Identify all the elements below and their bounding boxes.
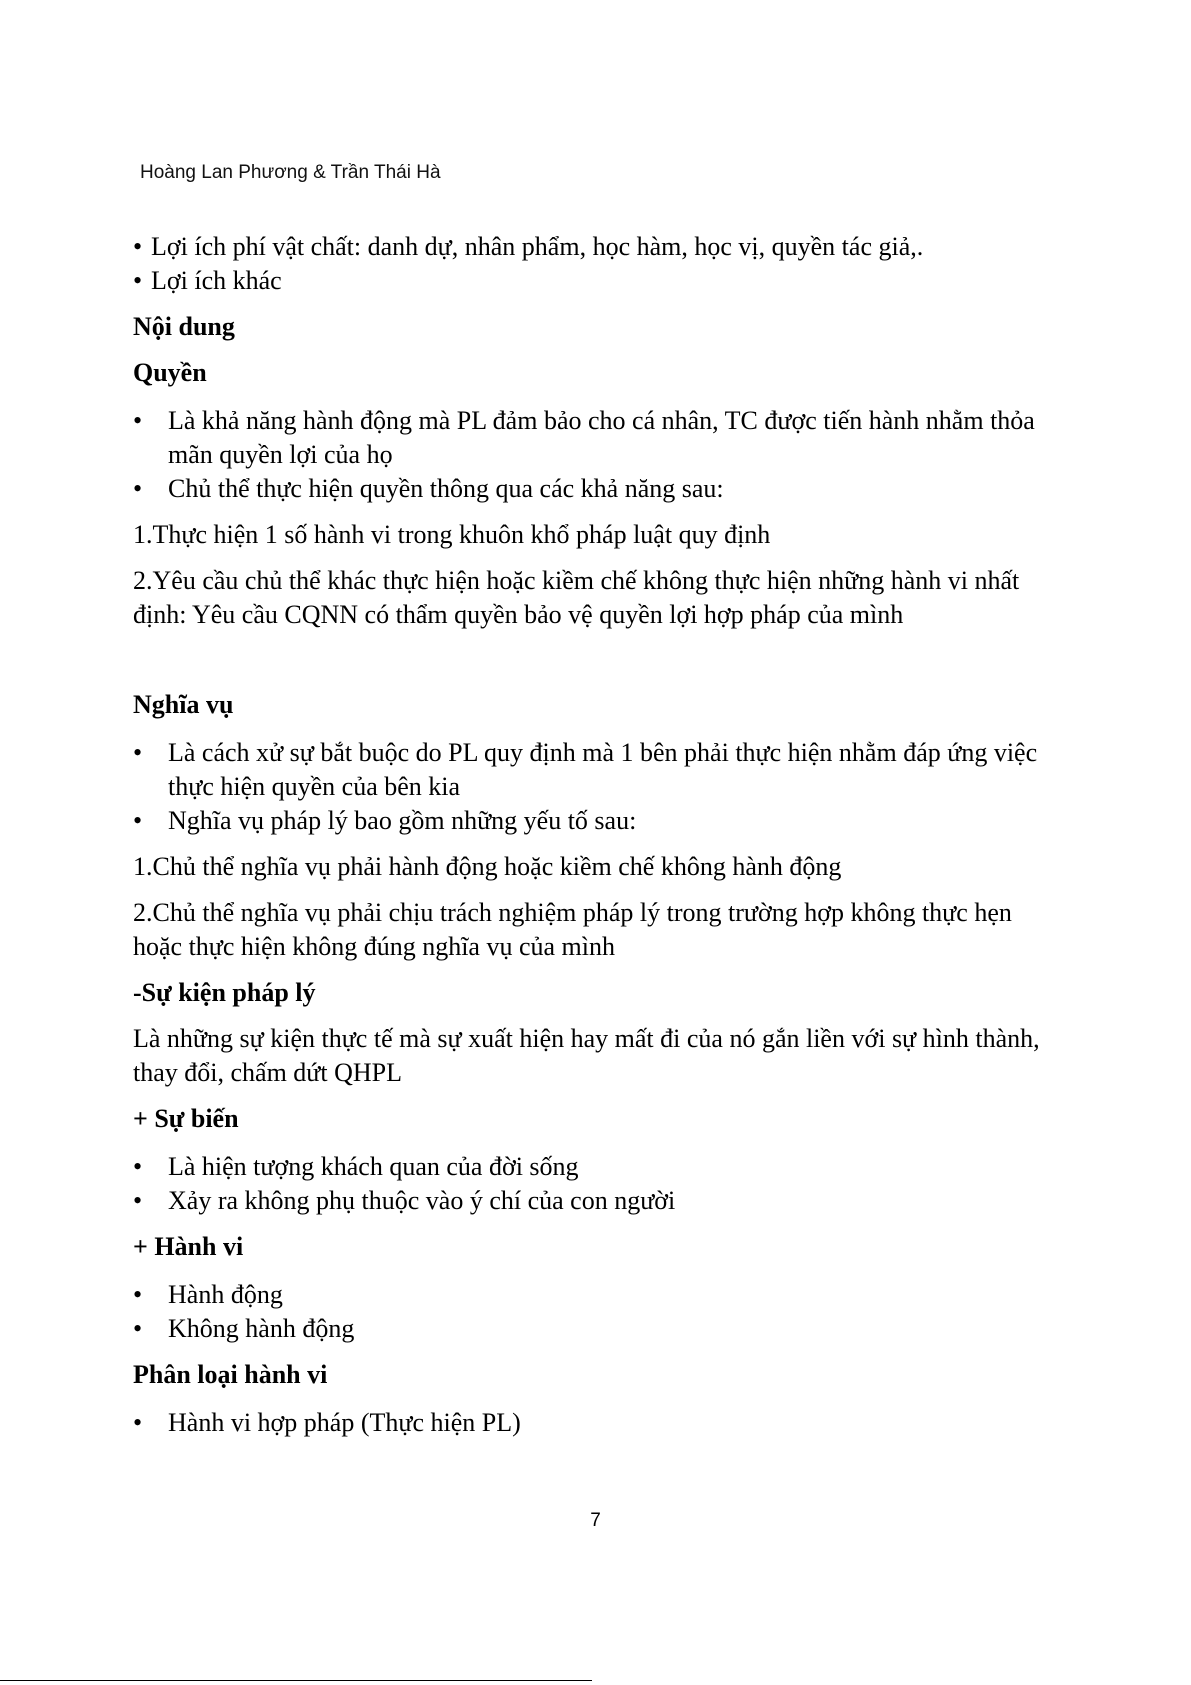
footer-divider [0,1680,592,1681]
list-item-text: Không hành động [168,1314,355,1343]
list-item-text: Là hiện tượng khách quan của đời sống [168,1152,579,1181]
intro-bullet [133,264,1053,298]
bullet-icon: • [133,806,143,835]
quyen-numbered-item-1: 1.Thực hiện 1 số hành vi trong khuôn khổ pháp luật quy định [133,520,771,549]
bullet-icon: • [133,1408,143,1437]
list-item [133,404,1053,472]
bullet-icon: • [133,1186,143,1215]
quyen-numbered-item-2: 2.Yêu cầu chủ thể khác thực hiện hoặc kiềm chế không thực hiện những hành vi nhất định: Yêu cầu CQNN có thẩm quyền bảo vệ quyền lợi hợp pháp của mình [133,566,1020,629]
section-heading-nghia-vu: Nghĩa vụ [133,690,234,719]
bullet-icon: • [133,266,143,295]
list-item [133,804,1053,838]
section-heading-su-kien-phap-ly: -Sự kiện pháp lý [133,978,316,1007]
list-item-text: Là khả năng hành động mà PL đảm bảo cho cá nhân, TC được tiến hành nhằm thỏa mãn quyền lợi của họ [168,406,1035,469]
bullet-icon: • [133,232,143,261]
bullet-icon: • [133,474,143,503]
list-item [133,472,1053,506]
running-header: Hoàng Lan Phương & Trần Thái Hà [140,162,441,183]
nghia-vu-bullet-list [133,736,1053,838]
section-heading-phan-loai-hanh-vi: Phân loại hành vi [133,1360,328,1389]
document-body [133,230,1053,1440]
list-item [133,1184,1053,1218]
section-heading-noi-dung: Nội dung [133,312,235,341]
nghia-vu-numbered-item-1: 1.Chủ thể nghĩa vụ phải hành động hoặc kiềm chế không hành động [133,852,842,881]
phan-loai-bullet-list [133,1406,1053,1440]
su-kien-paragraph: Là những sự kiện thực tế mà sự xuất hiện hay mất đi của nó gắn liền với sự hình thành, thay đổi, chấm dứt QHPL [133,1024,1040,1087]
list-item-text: Chủ thể thực hiện quyền thông qua các khả năng sau: [168,474,724,503]
bullet-icon: • [133,406,143,435]
list-item [133,1150,1053,1184]
bullet-icon: • [133,738,143,767]
hanh-vi-bullet-list [133,1278,1053,1346]
bullet-icon: • [133,1152,143,1181]
bullet-icon: • [133,1280,143,1309]
list-item [133,1312,1053,1346]
intro-bullet-text: Lợi ích phí vật chất: danh dự, nhân phẩm, học hàm, học vị, quyền tác giả,. [151,232,924,261]
list-item-text: Hành động [168,1280,283,1309]
list-item [133,736,1053,804]
su-bien-bullet-list [133,1150,1053,1218]
list-item [133,1406,1053,1440]
quyen-bullet-list [133,404,1053,506]
section-heading-quyen: Quyền [133,358,207,387]
list-item [133,1278,1053,1312]
list-item-text: Nghĩa vụ pháp lý bao gồm những yếu tố sau: [168,806,637,835]
page-number: 7 [590,1510,601,1531]
section-heading-su-bien: + Sự biến [133,1104,239,1133]
intro-bullet-text: Lợi ích khác [151,266,282,295]
intro-bullet [133,230,1053,264]
list-item-text: Xảy ra không phụ thuộc vào ý chí của con người [168,1186,676,1215]
list-item-text: Hành vi hợp pháp (Thực hiện PL) [168,1408,521,1437]
section-heading-hanh-vi: + Hành vi [133,1232,244,1261]
nghia-vu-numbered-item-2: 2.Chủ thể nghĩa vụ phải chịu trách nghiệm pháp lý trong trường hợp không thực hẹn hoặc thực hiện không đúng nghĩa vụ của mình [133,898,1012,961]
bullet-icon: • [133,1314,143,1343]
list-item-text: Là cách xử sự bắt buộc do PL quy định mà 1 bên phải thực hiện nhằm đáp ứng việc thực hiện quyền của bên kia [168,738,1038,801]
